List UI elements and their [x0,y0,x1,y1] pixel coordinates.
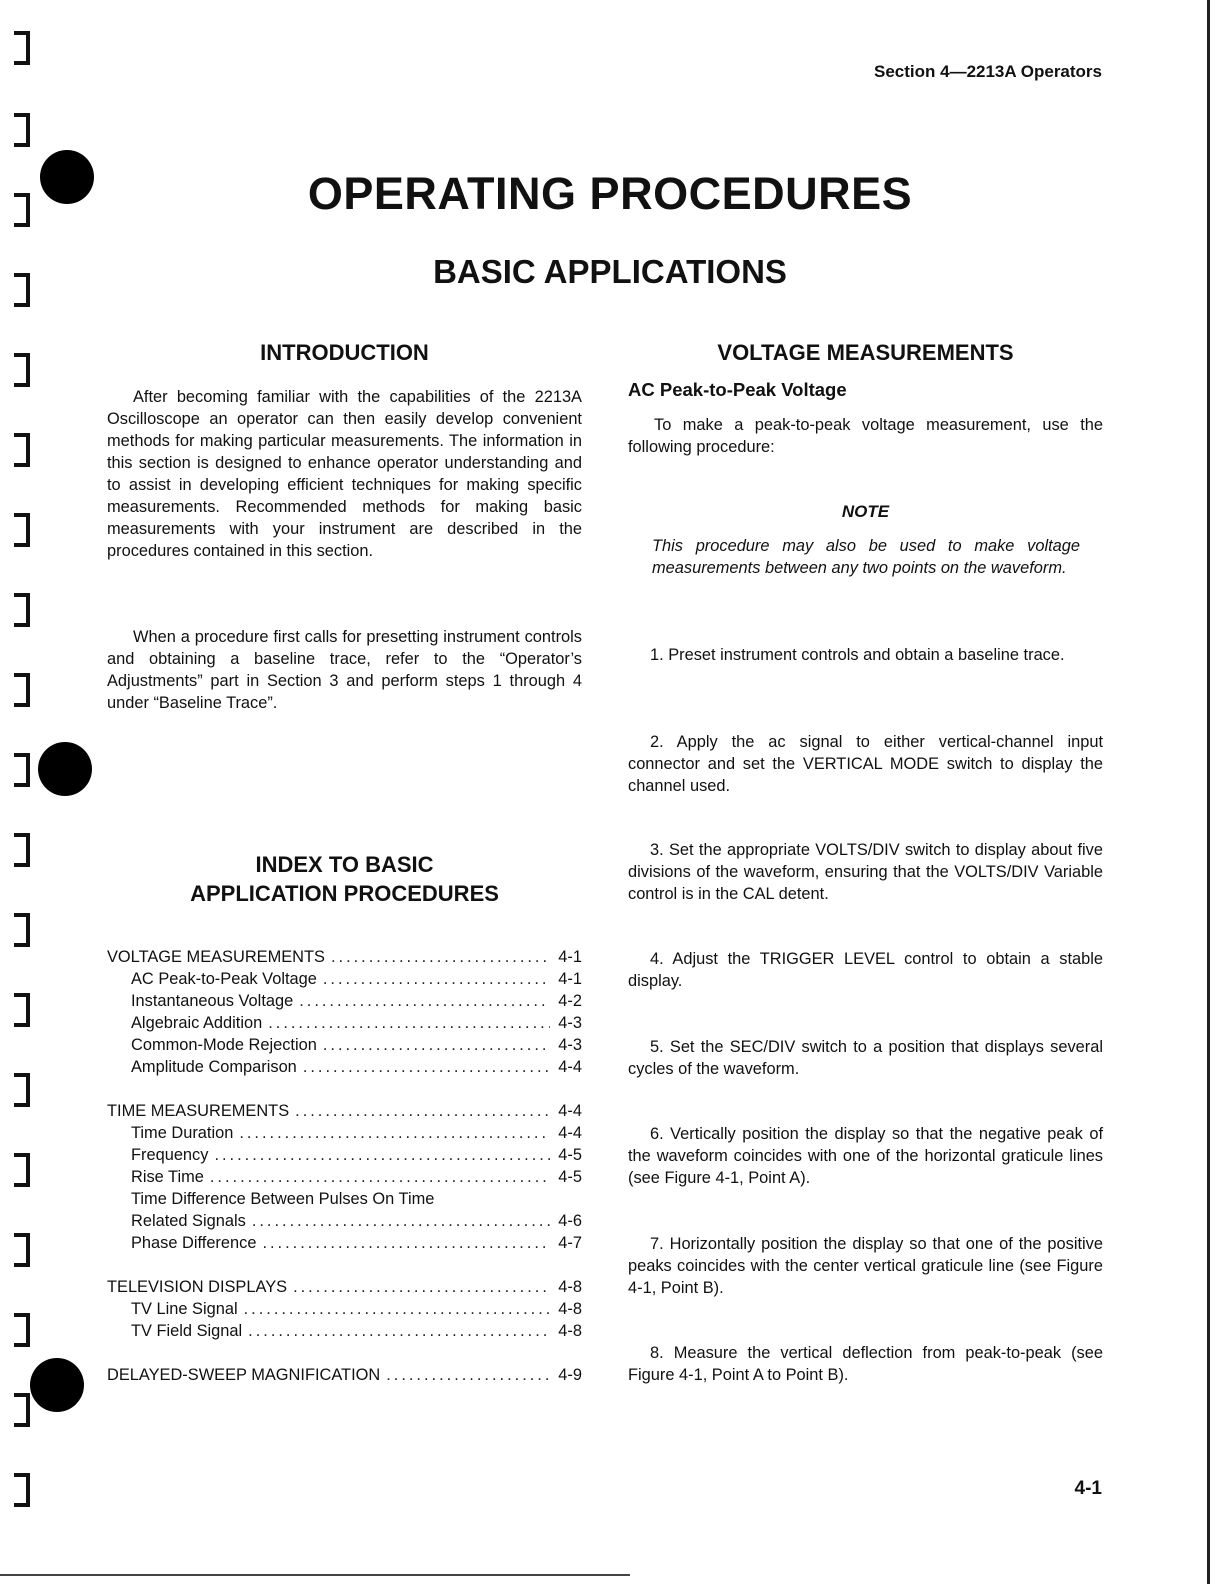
index-group-title [107,1276,582,1298]
binder-mark [10,1312,34,1348]
index-entry-label: Amplitude Comparison [131,1058,297,1076]
index-entry-page: 4-3 [558,1014,582,1032]
index-entry-page: 4-6 [558,1212,582,1230]
step-4: 4. Adjust the TRIGGER LEVEL control to obtain a stable display. [628,950,1103,990]
binder-mark [10,1472,34,1508]
binder-mark [10,992,34,1028]
index-entry [107,968,582,990]
index-entry-label: TV Line Signal [131,1300,238,1318]
page-edge [1207,0,1210,1584]
binder-mark [10,192,34,228]
index-heading [107,850,582,908]
index-entry [107,1320,582,1342]
binder-mark [10,752,34,788]
index-entry-page: 4-5 [558,1168,582,1186]
introduction-paragraph-1: After becoming familiar with the capabilities of the 2213A Oscilloscope an operator can then easily develop convenient methods for making particular measurements. The information in this section is designed to enhance operator understanding and to assist in developing efficient techniques for making specific measurements. Recommended methods for making basic measurements with your instrument are described in the procedures contained in this section. [107,388,582,560]
step-1: 1. Preset instrument controls and obtain a baseline trace. [650,646,1065,664]
index-entry-page: 4-8 [558,1322,582,1340]
binder-mark [10,432,34,468]
index-entry-label: TIME MEASUREMENTS [107,1102,290,1120]
dot-leader [303,1056,550,1078]
introduction-paragraph-2: When a procedure first calls for presetting instrument controls and obtaining a baseline trace, refer to the “Operator’s Adjustments” part in Section 3 and perform steps 1 through 4 under “Baseline Trace”. [107,628,582,712]
binder-mark [10,30,34,66]
index-entry-page: 4-1 [558,948,582,966]
index-entry-page: 4-4 [558,1102,582,1120]
index-entry [107,1034,582,1056]
dot-leader [244,1298,550,1320]
step-8: 8. Measure the vertical deflection from peak-to-peak (see Figure 4-1, Point A to Point B). [628,1344,1103,1384]
index-entry-label: Rise Time [131,1168,204,1186]
punch-hole [30,1358,84,1412]
index-list [107,946,582,1386]
index-entry-page: 4-2 [558,992,582,1010]
dot-leader [331,946,550,968]
index-entry-label: TV Field Signal [131,1322,243,1340]
page-title: OPERATING PROCEDURES [307,168,913,219]
dot-leader [268,1012,550,1034]
step-5: 5. Set the SEC/DIV switch to a position that displays several cycles of the waveform. [628,1038,1103,1078]
index-entry-label: VOLTAGE MEASUREMENTS [107,948,325,966]
dot-leader [299,990,550,1012]
page-number: 4-1 [1074,1478,1102,1499]
index-group-title [107,1364,582,1386]
index-entry [107,1232,582,1254]
index-entry-label: Algebraic Addition [131,1014,263,1032]
index-entry [107,1210,582,1232]
page-bottom-edge [0,1574,630,1576]
index-entry-page: 4-3 [558,1036,582,1054]
index-entry-label: Common-Mode Rejection [131,1036,317,1054]
binder-mark [10,1072,34,1108]
dot-leader [262,1232,550,1254]
binder-mark [10,592,34,628]
voltage-subheading: AC Peak-to-Peak Voltage [628,379,847,400]
index-entry-page: 4-1 [558,970,582,988]
dot-leader [323,1034,550,1056]
note-title: NOTE [841,502,890,521]
binder-mark [10,272,34,308]
voltage-heading: VOLTAGE MEASUREMENTS [717,340,1014,365]
dot-leader [293,1276,550,1298]
index-entry-label: Time Difference Between Pulses On Time [131,1190,435,1208]
index-entry [107,1166,582,1188]
binder-mark [10,832,34,868]
index-group-title [107,1100,582,1122]
index-entry-label: Frequency [131,1146,209,1164]
binder-mark [10,1392,34,1428]
index-entry-label: DELAYED-SWEEP MAGNIFICATION [107,1366,381,1384]
index-group-title [107,946,582,968]
dot-leader [214,1144,550,1166]
dot-leader [248,1320,550,1342]
dot-leader [210,1166,550,1188]
step-2: 2. Apply the ac signal to either vertical-channel input connector and set the VERTICAL MODE switch to display the channel used. [628,733,1103,795]
index-entry-page: 4-4 [558,1124,582,1142]
index-entry-label: Time Duration [131,1124,234,1142]
index-entry [107,1012,582,1034]
index-entry-page: 4-4 [558,1058,582,1076]
index-entry-label: Instantaneous Voltage [131,992,294,1010]
punch-hole [38,742,92,796]
index-entry [107,1144,582,1166]
index-entry-page: 4-5 [558,1146,582,1164]
voltage-intro: To make a peak-to-peak voltage measurement, use the following procedure: [628,416,1103,456]
binder-mark [10,352,34,388]
page-subtitle: BASIC APPLICATIONS [433,253,787,290]
dot-leader [252,1210,550,1232]
index-entry [107,1056,582,1078]
index-group-spacer [107,1254,582,1276]
index-entry [107,1122,582,1144]
binder-mark [10,672,34,708]
index-entry [107,990,582,1012]
index-entry [107,1298,582,1320]
index-heading-line2: APPLICATION PROCEDURES [190,881,499,906]
index-entry [107,1188,582,1210]
introduction-heading: INTRODUCTION [260,340,429,365]
binder-mark [10,1232,34,1268]
dot-leader [386,1364,550,1386]
index-entry-label: Related Signals [131,1212,246,1230]
step-7: 7. Horizontally position the display so that one of the positive peaks coincides with the center vertical graticule line (see Figure 4-1, Point B). [628,1235,1103,1297]
index-heading-line1: INDEX TO BASIC [255,852,434,877]
index-entry-label: AC Peak-to-Peak Voltage [131,970,317,988]
index-entry-page: 4-9 [558,1366,582,1384]
binder-mark [10,512,34,548]
index-group-spacer [107,1342,582,1364]
index-entry-label: TELEVISION DISPLAYS [107,1278,288,1296]
index-entry-page: 4-8 [558,1300,582,1318]
binder-mark [10,112,34,148]
dot-leader [323,968,550,990]
index-group-spacer [107,1078,582,1100]
step-3: 3. Set the appropriate VOLTS/DIV switch to display about five divisions of the waveform, ensuring that the VOLTS/DIV Variable control is in the CAL detent. [628,841,1103,903]
binder-mark [10,1152,34,1188]
dot-leader [239,1122,550,1144]
running-header: Section 4—2213A Operators [873,62,1102,81]
index-entry-label: Phase Difference [131,1234,257,1252]
dot-leader [295,1100,550,1122]
binder-mark [10,912,34,948]
step-6: 6. Vertically position the display so that the negative peak of the waveform coincides with one of the horizontal graticule lines (see Figure 4-1, Point A). [628,1125,1103,1187]
index-entry-page: 4-7 [558,1234,582,1252]
index-entry-page: 4-8 [558,1278,582,1296]
note-body: This procedure may also be used to make voltage measurements between any two points on the waveform. [652,537,1080,577]
